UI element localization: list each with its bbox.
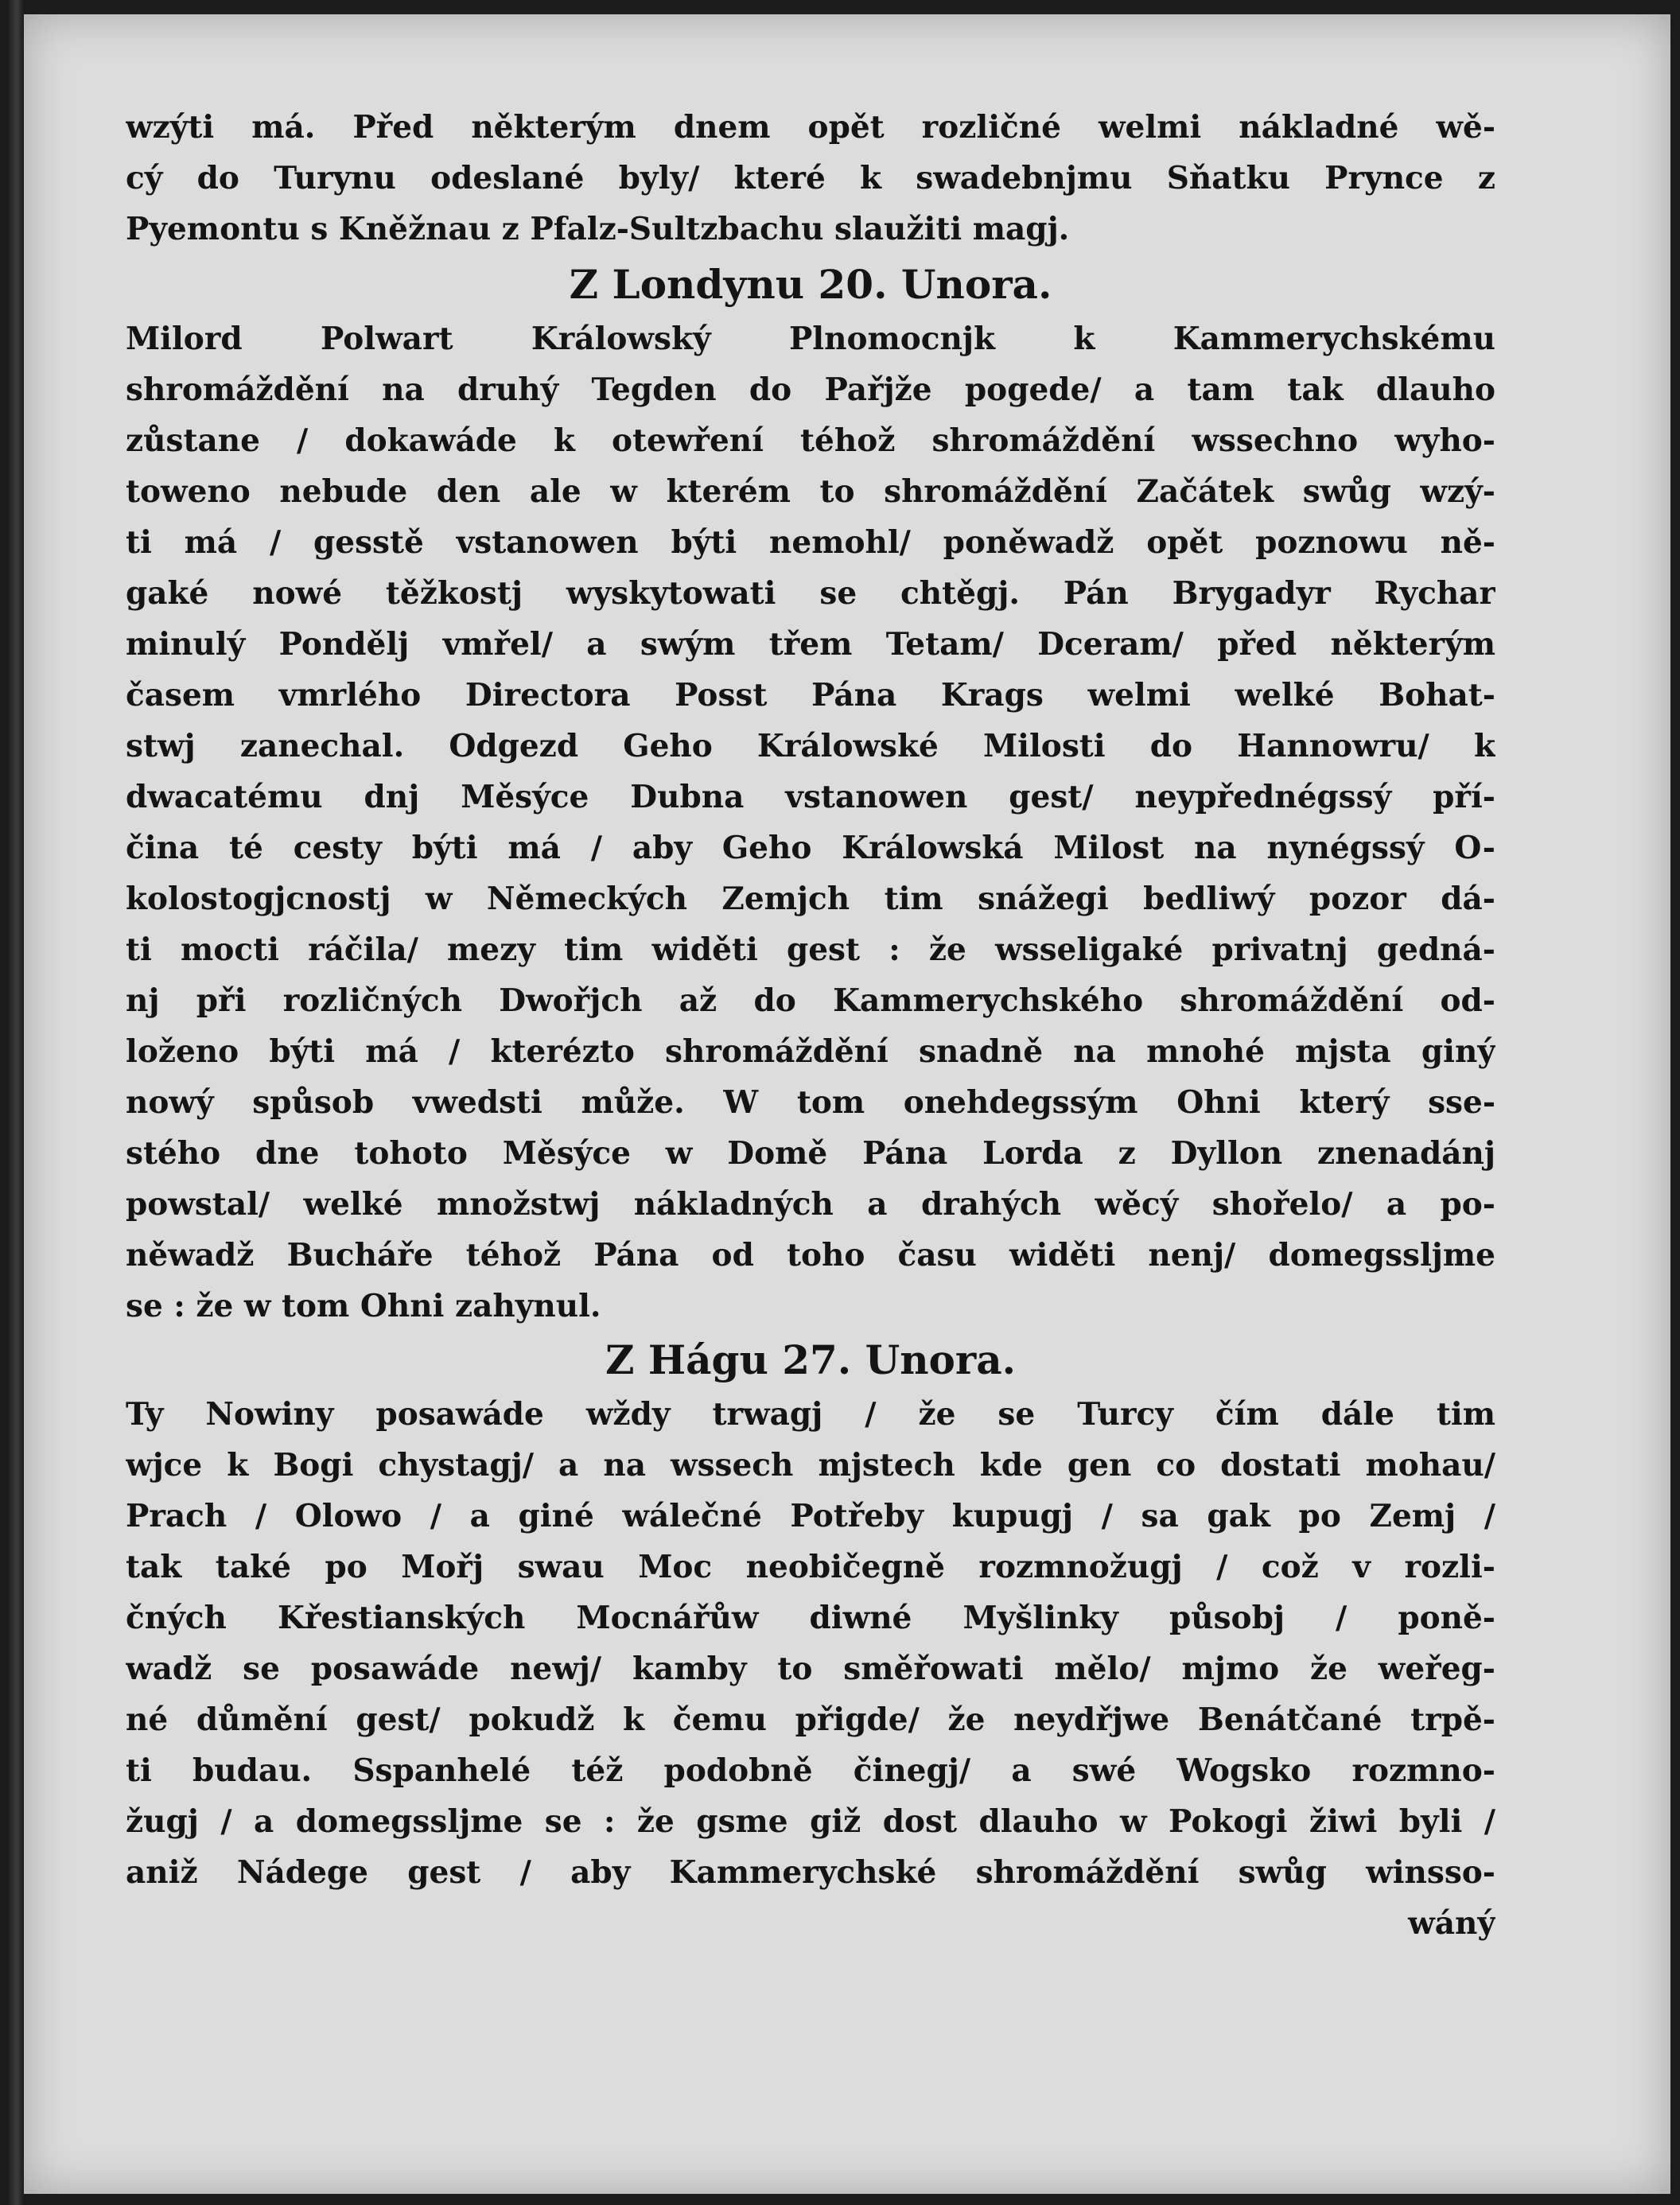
text-line: aniž Nádege gest / aby Kammerychské shromáždění swůg winsso-	[126, 1854, 1495, 1891]
text-line: stwj zanechal. Odgezd Geho Králowské Milosti do Hannowru/ k	[126, 728, 1495, 764]
text-line: powstal/ welké množstwj nákladných a drahých wěcý shořelo/ a po-	[126, 1186, 1495, 1223]
text-line: wadž se posawáde newj/ kamby to směřowati mělo/ mjmo že weřeg-	[126, 1651, 1495, 1687]
text-line: časem vmrlého Directora Posst Pána Krags welmi welké Bohat-	[126, 677, 1495, 714]
text-line: toweno nebude den ale w kterém to shromáždění Začátek swůg wzý-	[126, 473, 1495, 510]
text-line: zůstane / dokawáde k otewření téhož shromáždění wssechno wyho-	[126, 422, 1495, 459]
page-binding-edge	[6, 0, 24, 2205]
text-line: Pyemontu s Kněžnau z Pfalz-Sultzbachu slaužiti magj.	[126, 211, 1070, 247]
text-line: tak také po Mořj swau Moc neobičegně rozmnožugj / což v rozli-	[126, 1549, 1495, 1585]
heading-hague: Z Hágu 27. Unora.	[605, 1336, 1017, 1383]
text-line: wzýti má. Před některým dnem opět rozličné welmi nákladné wě-	[126, 109, 1495, 146]
text-line: ti budau. Sspanhelé též podobně činegj/ a swé Wogsko rozmno-	[126, 1752, 1495, 1789]
text-line: gaké nowé těžkostj wyskytowati se chtěgj. Pán Brygadyr Rychar	[126, 575, 1495, 612]
text-line: Ty Nowiny posawáde wždy trwagj / že se Turcy čím dále tim	[126, 1396, 1495, 1433]
text-line: ti má / gesstě vstanowen býti nemohl/ poněwadž opět poznowu ně-	[126, 524, 1495, 561]
text-line: Milord Polwart Králowský Plnomocnjk k Kammerychskému	[126, 321, 1495, 357]
catchword: wáný	[1408, 1905, 1495, 1942]
text-line: wjce k Bogi chystagj/ a na wssech mjstech kde gen co dostati mohau/	[126, 1447, 1495, 1484]
text-line: nowý spůsob vwedsti může. W tom onehdegssým Ohni který sse-	[126, 1084, 1495, 1121]
text-line: ti mocti ráčila/ mezy tim widěti gest : že wsseligaké privatnj gedná-	[126, 931, 1495, 968]
text-line: čných Křestianských Mocnářůw diwné Myšlinky působj / poně-	[126, 1600, 1495, 1636]
text-line: minulý Pondělj vmřel/ a swým třem Tetam/ Dceram/ před některým	[126, 626, 1495, 663]
text-line: stého dne tohoto Měsýce w Domě Pána Lorda z Dyllon znenadánj	[126, 1135, 1495, 1172]
text-line: čina té cesty býti má / aby Geho Králowská Milost na nynégssý O-	[126, 830, 1495, 866]
document-text	[126, 102, 1495, 1949]
text-line: cý do Turynu odeslané byly/ které k swadebnjmu Sňatku Prynce z	[126, 160, 1495, 196]
section-london	[126, 313, 1495, 1332]
section-hague	[126, 1389, 1495, 1949]
text-line: né důmění gest/ pokudž k čemu přigde/ že neydřjwe Benátčané trpě-	[126, 1701, 1495, 1738]
text-line: kolostogjcnostj w Německých Zemjch tim snážegi bedliwý pozor dá-	[126, 881, 1495, 917]
heading-london: Z Londynu 20. Unora.	[569, 261, 1052, 308]
text-line: Prach / Olowo / a giné wálečné Potřeby kupugj / sa gak po Zemj /	[126, 1498, 1495, 1534]
text-line: něwadž Buchářе téhož Pána od toho času widěti nenj/ domegssljme	[126, 1237, 1495, 1274]
text-line: žugj / a domegssljme se : že gsme giž dost dlauho w Pokogi žiwi byli /	[126, 1803, 1495, 1840]
text-line: dwacatému dnj Měsýce Dubna vstanowen gest/ neypřednégssý pří-	[126, 779, 1495, 815]
text-line: se : že w tom Ohni zahynul.	[126, 1288, 601, 1324]
text-line: nj při rozličných Dwořjch až do Kammerychského shromáždění od-	[126, 982, 1495, 1019]
section-turin	[126, 102, 1495, 255]
text-line: loženo býti má / kterézto shromáždění snadně na mnohé mjsta giný	[126, 1033, 1495, 1070]
text-line: shromáždění na druhý Tegden do Pařjže pogede/ a tam tak dlauho	[126, 371, 1495, 408]
